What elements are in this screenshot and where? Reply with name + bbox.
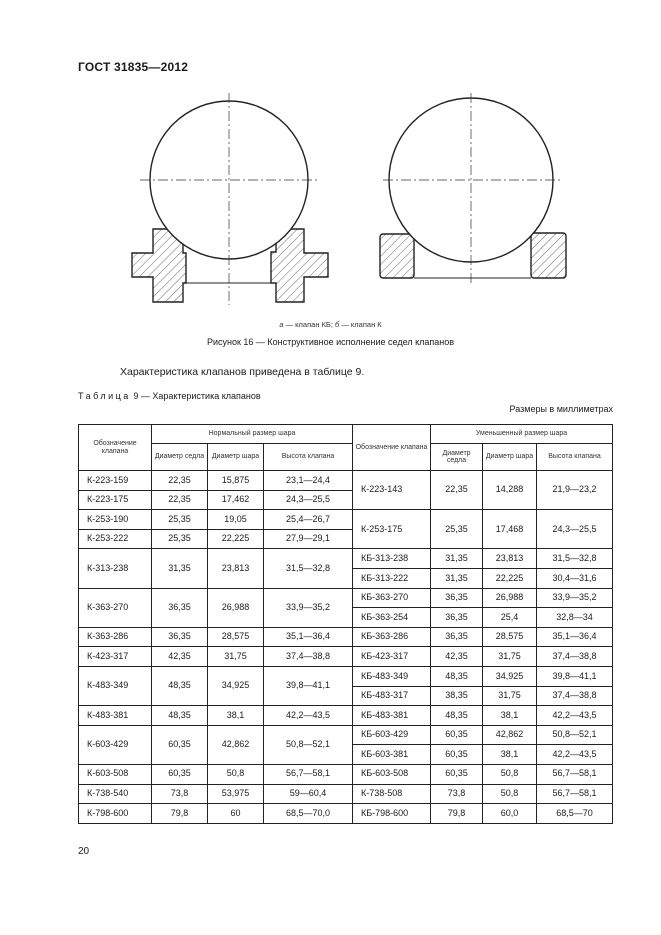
right-ball-diameter: 25,4 (483, 608, 537, 628)
header-valve-height: Высота клапана (264, 444, 353, 471)
right-designation: КБ-798-600 (353, 804, 431, 824)
left-designation: К-603-429 (79, 725, 152, 764)
left-valve-height: 27,9—29,1 (264, 529, 353, 549)
right-ball-diameter: 28,575 (483, 627, 537, 647)
left-ball-diameter: 23,813 (208, 549, 264, 588)
right-designation: КБ-483-381 (353, 706, 431, 726)
left-ball-diameter: 53,975 (208, 784, 264, 804)
left-ball-diameter: 19,05 (208, 510, 264, 530)
right-ball-diameter: 50,8 (483, 784, 537, 804)
right-seat-diameter: 73,8 (431, 784, 483, 804)
right-ball-diameter: 50,8 (483, 764, 537, 784)
right-valve-height: 37,4—38,8 (537, 647, 613, 667)
right-seat-diameter: 79,8 (431, 804, 483, 824)
right-designation: КБ-363-286 (353, 627, 431, 647)
right-designation: КБ-603-429 (353, 725, 431, 745)
left-valve-height: 24,3—25,5 (264, 490, 353, 510)
left-ball-diameter: 38,1 (208, 706, 264, 726)
header-designation-normal: Обозначение клапана (79, 425, 152, 471)
right-seat-diameter: 36,35 (431, 627, 483, 647)
left-valve-height: 33,9—35,2 (264, 588, 353, 627)
figure-caption: Рисунок 16 — Конструктивное исполнение седел клапанов (206, 337, 455, 347)
left-designation: К-223-175 (79, 490, 152, 510)
document-header: ГОСТ 31835—2012 (78, 60, 189, 74)
left-seat-diameter: 60,35 (152, 764, 208, 784)
table-row (79, 588, 613, 608)
right-valve-height: 42,2—43,5 (537, 706, 613, 726)
left-valve-height: 50,8—52,1 (264, 725, 353, 764)
header-ball-diameter: Диаметр шара (483, 444, 537, 471)
right-valve-height: 39,8—41,1 (537, 666, 613, 686)
right-valve-height: 21,9—23,2 (537, 471, 613, 510)
table-row (79, 666, 613, 686)
left-ball-diameter: 60 (208, 804, 264, 824)
k-valve-drawing (380, 93, 566, 285)
left-seat-diameter: 25,35 (152, 510, 208, 530)
left-designation: К-313-238 (79, 549, 152, 588)
left-seat-diameter: 31,35 (152, 549, 208, 588)
left-valve-height: 25,4—26,7 (264, 510, 353, 530)
right-designation: КБ-363-270 (353, 588, 431, 608)
right-ball-diameter: 31,75 (483, 686, 537, 706)
right-designation: КБ-423-317 (353, 647, 431, 667)
right-designation: КБ-313-222 (353, 568, 431, 588)
kb-valve-drawing (132, 93, 328, 305)
left-seat-diameter: 36,35 (152, 627, 208, 647)
k-seat-left-section (380, 234, 414, 278)
right-seat-diameter: 36,35 (431, 608, 483, 628)
right-valve-height: 31,5—32,8 (537, 549, 613, 569)
right-seat-diameter: 31,35 (431, 568, 483, 588)
left-seat-diameter: 42,35 (152, 647, 208, 667)
right-designation: КБ-313-238 (353, 549, 431, 569)
left-designation: К-253-222 (79, 529, 152, 549)
table-row (79, 764, 613, 784)
right-valve-height: 50,8—52,1 (537, 725, 613, 745)
left-valve-height: 35,1—36,4 (264, 627, 353, 647)
left-seat-diameter: 22,35 (152, 471, 208, 491)
right-valve-height: 30,4—31,6 (537, 568, 613, 588)
left-designation: К-483-381 (79, 706, 152, 726)
left-ball-diameter: 31,75 (208, 647, 264, 667)
header-reduced-group: Уменьшенный размер шара (431, 425, 613, 444)
header-designation-reduced: Обозначение клапана (353, 425, 431, 471)
right-ball-diameter: 42,862 (483, 725, 537, 745)
legend-a-text: — клапан КБ; (285, 320, 333, 329)
left-ball-diameter: 15,875 (208, 471, 264, 491)
left-seat-diameter: 22,35 (152, 490, 208, 510)
table-units-note: Размеры в миллиметрах (509, 404, 613, 414)
right-valve-height: 42,2—43,5 (537, 745, 613, 765)
right-valve-height: 68,5—70 (537, 804, 613, 824)
right-ball-diameter: 31,75 (483, 647, 537, 667)
legend-a-letter: а (279, 320, 284, 329)
left-seat-diameter: 25,35 (152, 529, 208, 549)
right-seat-diameter: 31,35 (431, 549, 483, 569)
right-ball-diameter: 17,468 (483, 510, 537, 549)
header-seat-diameter: Диаметр седла (152, 444, 208, 471)
right-designation: КБ-603-508 (353, 764, 431, 784)
legend-b-text: — клапан К (341, 320, 382, 329)
left-valve-height: 31,5—32,8 (264, 549, 353, 588)
left-ball-diameter: 34,925 (208, 666, 264, 705)
left-designation: К-423-317 (79, 647, 152, 667)
right-valve-height: 35,1—36,4 (537, 627, 613, 647)
right-ball-diameter: 38,1 (483, 745, 537, 765)
left-valve-height: 37,4—38,8 (264, 647, 353, 667)
intro-paragraph: Характеристика клапанов приведена в таблице 9. (120, 366, 365, 378)
right-seat-diameter: 36,35 (431, 588, 483, 608)
left-designation: К-363-270 (79, 588, 152, 627)
right-seat-diameter: 60,35 (431, 764, 483, 784)
right-ball-diameter: 60,0 (483, 804, 537, 824)
right-valve-height: 37,4—38,8 (537, 686, 613, 706)
left-designation: К-603-508 (79, 764, 152, 784)
left-seat-diameter: 48,35 (152, 706, 208, 726)
figure-legend (0, 320, 661, 329)
table-row (79, 627, 613, 647)
right-seat-diameter: 48,35 (431, 706, 483, 726)
right-designation: КБ-483-349 (353, 666, 431, 686)
k-seat-right-section (531, 233, 566, 278)
left-designation: К-738-540 (79, 784, 152, 804)
valve-seat-drawing (0, 0, 661, 320)
right-ball-diameter: 34,925 (483, 666, 537, 686)
left-designation: К-363-286 (79, 627, 152, 647)
table-row (79, 647, 613, 667)
left-designation: К-223-159 (79, 471, 152, 491)
right-seat-diameter: 22,35 (431, 471, 483, 510)
left-seat-diameter: 60,35 (152, 725, 208, 764)
table-row (79, 706, 613, 726)
right-seat-diameter: 60,35 (431, 725, 483, 745)
right-valve-height: 56,7—58,1 (537, 784, 613, 804)
left-valve-height: 42,2—43,5 (264, 706, 353, 726)
table-title (78, 391, 261, 401)
legend-b-letter: б (335, 320, 340, 329)
right-seat-diameter: 25,35 (431, 510, 483, 549)
right-designation: КБ-483-317 (353, 686, 431, 706)
right-valve-height: 56,7—58,1 (537, 764, 613, 784)
table-row (79, 471, 613, 491)
right-designation: К-738-508 (353, 784, 431, 804)
right-designation: К-253-175 (353, 510, 431, 549)
left-designation: К-798-600 (79, 804, 152, 824)
right-designation: КБ-363-254 (353, 608, 431, 628)
right-designation: КБ-603-381 (353, 745, 431, 765)
left-seat-diameter: 36,35 (152, 588, 208, 627)
table-row (79, 784, 613, 804)
left-seat-diameter: 79,8 (152, 804, 208, 824)
right-ball-diameter: 23,813 (483, 549, 537, 569)
header-ball-diameter: Диаметр шара (208, 444, 264, 471)
left-valve-height: 68,5—70,0 (264, 804, 353, 824)
page-number: 20 (78, 846, 90, 857)
table-title-rest: 9 — Характеристика клапанов (133, 391, 261, 401)
table-row (79, 804, 613, 824)
header-seat-diameter: Диаметр седла (431, 444, 483, 471)
left-ball-diameter: 28,575 (208, 627, 264, 647)
right-seat-diameter: 38,35 (431, 686, 483, 706)
right-ball-diameter: 38,1 (483, 706, 537, 726)
header-normal-group: Нормальный размер шара (152, 425, 353, 444)
header-valve-height: Высота клапана (537, 444, 613, 471)
right-seat-diameter: 42,35 (431, 647, 483, 667)
right-ball-diameter: 26,988 (483, 588, 537, 608)
right-valve-height: 24,3—25,5 (537, 510, 613, 549)
left-ball-diameter: 22,225 (208, 529, 264, 549)
left-designation: К-253-190 (79, 510, 152, 530)
table-row (79, 510, 613, 530)
left-ball-diameter: 50,8 (208, 764, 264, 784)
right-ball-diameter: 22,225 (483, 568, 537, 588)
right-designation: К-223-143 (353, 471, 431, 510)
table-title-prefix: Таблица (78, 391, 131, 401)
right-valve-height: 32,8—34 (537, 608, 613, 628)
left-ball-diameter: 26,988 (208, 588, 264, 627)
table-row (79, 725, 613, 745)
right-ball-diameter: 14,288 (483, 471, 537, 510)
left-ball-diameter: 17,462 (208, 490, 264, 510)
left-ball-diameter: 42,862 (208, 725, 264, 764)
left-valve-height: 56,7—58,1 (264, 764, 353, 784)
right-valve-height: 33,9—35,2 (537, 588, 613, 608)
table-row (79, 549, 613, 569)
left-valve-height: 59—60,4 (264, 784, 353, 804)
left-seat-diameter: 48,35 (152, 666, 208, 705)
left-valve-height: 23,1—24,4 (264, 471, 353, 491)
left-seat-diameter: 73,8 (152, 784, 208, 804)
left-designation: К-483-349 (79, 666, 152, 705)
right-seat-diameter: 48,35 (431, 666, 483, 686)
right-seat-diameter: 60,35 (431, 745, 483, 765)
valve-characteristics-table (78, 424, 613, 824)
left-valve-height: 39,8—41,1 (264, 666, 353, 705)
